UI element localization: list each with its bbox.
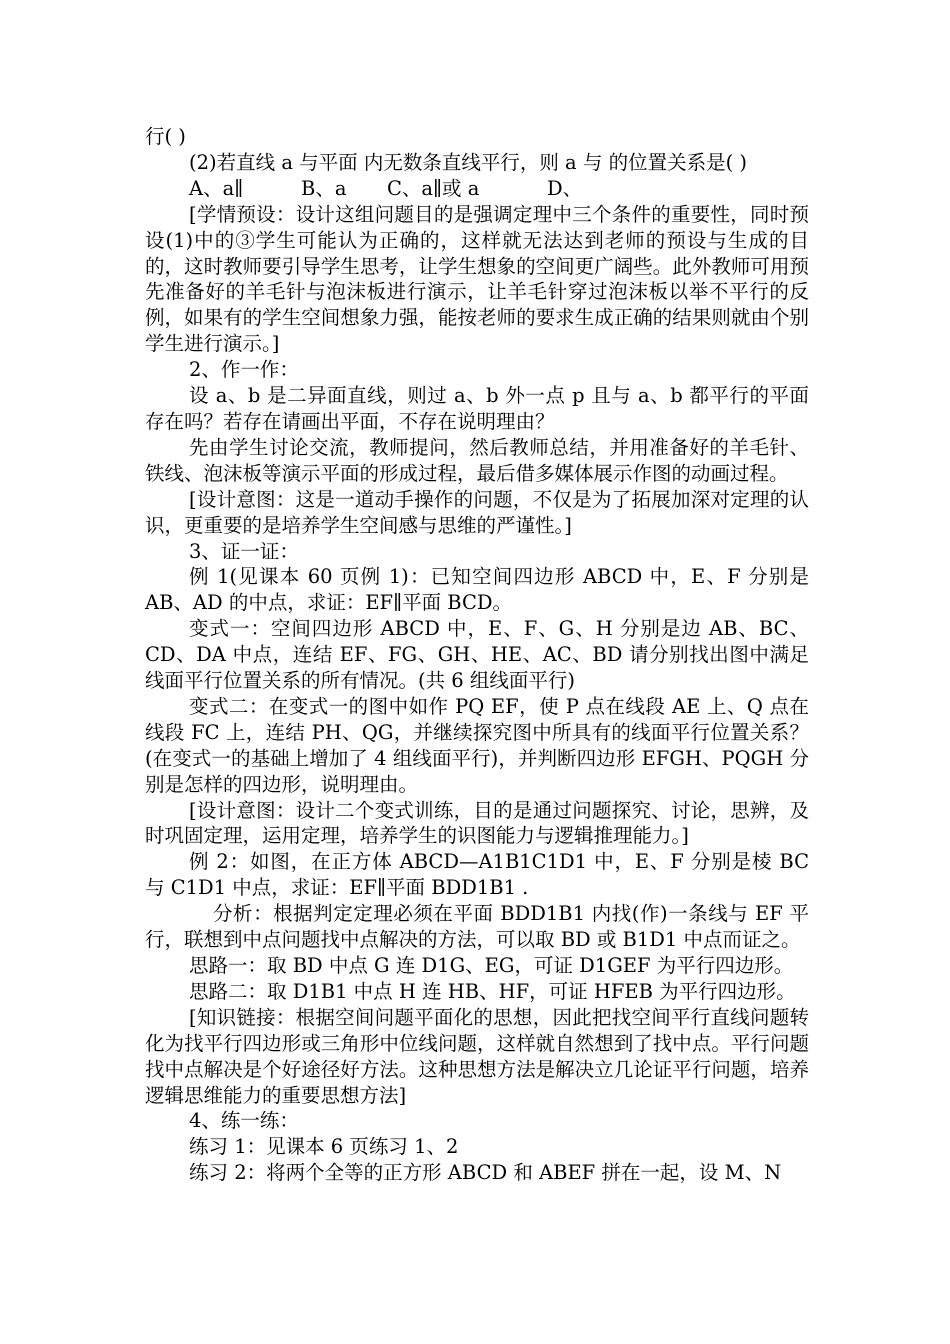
option-c: C、a∥或 a <box>387 176 480 200</box>
paragraph-continuation: 行( ) <box>145 125 186 148</box>
design-intent-note: [设计意图：这是一道动手操作的问题，不仅是为了拓展加深对定理的认识，更重要的是培养学生空间感与思维的严谨性。] <box>145 487 809 537</box>
section-heading-3: 3、证一证： <box>189 539 299 563</box>
approach-1: 思路一：取 BD 中点 G 连 D1G、EG，可证 D1GEF 为平行四边形。 <box>189 954 794 977</box>
option-a: A、a∥ <box>189 176 244 200</box>
paragraph: 设 a、b 是二异面直线，则过 a、b 外一点 p 且与 a、b 都平行的平面存在吗？若存在请画出平面，不存在说明理由？ <box>145 384 809 433</box>
section-heading-2: 2、作一作： <box>189 358 299 382</box>
paragraph: 先由学生讨论交流，教师提问，然后教师总结，并用准备好的羊毛针、铁线、泡沫板等演示平面的形成过程，最后借多媒体展示作图的动画过程。 <box>145 435 809 485</box>
question-2: (2)若直线 a 与平面 内无数条直线平行，则 a 与 的位置关系是( ) <box>189 150 747 174</box>
example-2: 例 2：如图，在正方体 ABCD—A1B1C1D1 中，E、F 分别是棱 BC 与 C1D1 中点，求证：EF∥平面 BDD1B1 . <box>145 850 809 900</box>
answer-options <box>145 176 809 202</box>
exercise-2: 练习 2：将两个全等的正方形 ABCD 和 ABEF 拼在一起，设 M、N <box>189 1161 782 1185</box>
variant-2: 变式二：在变式一的图中如作 PQ EF，使 P 点在线段 AE 上、Q 点在线段 FC 上，连结 PH、QG，并继续探究图中所具有的线面平行位置关系？(在变式一的基础上增加了 4 组线面平行)，并判断四边形 EFGH、PQGH 分别是怎样的四边形，说明理由。 <box>145 694 809 796</box>
example-1: 例 1(见课本 60 页例 1)：已知空间四边形 ABCD 中，E、F 分别是 AB、AD 的中点，求证：EF∥平面 BCD。 <box>145 565 809 615</box>
approach-2: 思路二：取 D1B1 中点 H 连 HB、HF，可证 HFEB 为平行四边形。 <box>189 979 796 1003</box>
design-intent-note: [设计意图：设计二个变式训练，目的是通过问题探究、讨论，思辨，及时巩固定理，运用定理，培养学生的识图能力与逻辑推理能力。] <box>145 798 809 848</box>
variant-1: 变式一：空间四边形 ABCD 中，E、F、G、H 分别是边 AB、BC、CD、DA 中点，连结 EF、FG、GH、HE、AC、BD 请分别找出图中满足线面平行位置关系的所有情况。(共 6 组线面平行) <box>145 617 809 693</box>
analysis: 分析：根据判定定理必须在平面 BDD1B1 内找(作)一条线与 EF 平行，联想到中点问题找中点解决的方法，可以取 BD 或 B1D1 中点而证之。 <box>145 902 809 952</box>
option-b: B、a <box>301 176 347 200</box>
exercise-1: 练习 1：见课本 6 页练习 1、2 <box>189 1135 459 1159</box>
learning-preset-note: [学情预设：设计这组问题目的是强调定理中三个条件的重要性，同时预设(1)中的③学生可能认为正确的，这样就无法达到老师的预设与生成的目的，这时教师要引导学生思考，让学生想象的空间更广阔些。此外教师可用预先准备好的羊毛针与泡沫板进行演示，让羊毛针穿过泡沫板以举不平行的反例，如果有的学生空间想象力强，能按老师的要求生成正确的结果则就由个别学生进行演示。] <box>145 202 809 356</box>
option-d: D、 <box>547 176 583 200</box>
section-heading-4: 4、练一练： <box>189 1109 299 1133</box>
knowledge-link-note: [知识链接：根据空间问题平面化的思想，因此把找空间平行直线问题转化为找平行四边形或三角形中位线问题，这样就自然想到了找中点。平行问题找中点解决是个好途径好方法。这种思想方法是解决立几论证平行问题，培养逻辑思维能力的重要思想方法] <box>145 1005 809 1107</box>
document-page <box>145 124 809 1186</box>
